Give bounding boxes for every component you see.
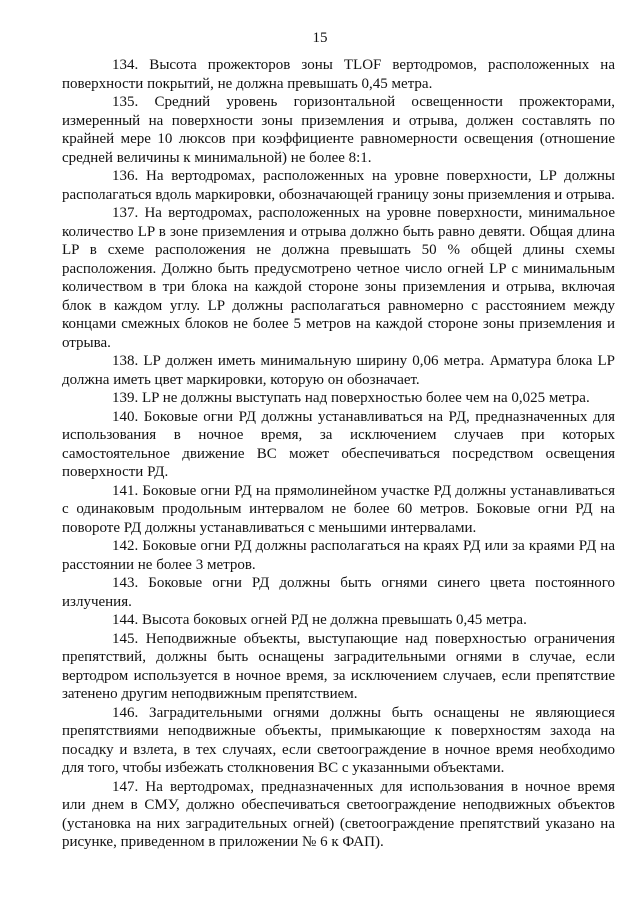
document-body <box>62 56 615 852</box>
paragraph-143: 143. Боковые огни РД должны быть огнями синего цвета постоянного излучения. <box>62 575 615 610</box>
paragraph-135: 135. Средний уровень горизонтальной освещенности прожекторами, измеренный на поверхности зоны приземления и отрыва, должен составлять по крайней мере 10 люксов при коэффициенте равномерности освещения (отношение средней величины к минимальной) не более 8:1. <box>62 94 615 166</box>
paragraph-136: 136. На вертодромах, расположенных на уровне поверхности, LP должны располагаться вдоль маркировки, обозначающей границу зоны приземления и отрыва. <box>62 168 615 203</box>
paragraph-134: 134. Высота прожекторов зоны TLOF вертодромов, расположенных на поверхности покрытий, не должна превышать 0,45 метра. <box>62 57 615 92</box>
paragraph-142: 142. Боковые огни РД должны располагаться на краях РД или за краями РД на расстоянии не более 3 метров. <box>62 538 615 573</box>
paragraph-140: 140. Боковые огни РД должны устанавливаться на РД, предназначенных для использования в ночное время, за исключением случаев при которых самостоятельное движение ВС может обеспечиваться посредством освещения поверхности РД. <box>62 408 615 480</box>
paragraph-145: 145. Неподвижные объекты, выступающие над поверхностью ограничения препятствий, должны быть оснащены заградительными огнями в случае, если вертодром используется в ночное время, за исключением случаев, если препятствие затенено другим неподвижным препятствием. <box>62 630 615 702</box>
paragraph-144: 144. Высота боковых огней РД не должна превышать 0,45 метра. <box>112 612 527 628</box>
paragraph-141: 141. Боковые огни РД на прямолинейном участке РД должны устанавливаться с одинаковым продольным интервалом не более 60 метров. Боковые огни РД на повороте РД должны устанавливаться с меньшими интервалами. <box>62 482 615 536</box>
paragraph-139: 139. LP не должны выступать над поверхностью более чем на 0,025 метра. <box>112 390 590 406</box>
paragraph-147: 147. На вертодромах, предназначенных для использования в ночное время или днем в СМУ, должно обеспечиваться светоограждение неподвижных объектов (установка на них заградительных огней) (светоограждение препятствий указано на рисунке, приведенном в приложении № 6 к ФАП). <box>62 778 615 850</box>
paragraph-146: 146. Заградительными огнями должны быть оснащены не являющиеся препятствиями неподвижные объекты, примыкающие к поверхностям захода на посадку и взлета, в тех случаях, если светоограждение в ночное время необходимо для того, чтобы избежать столкновения ВС с указанными объектами. <box>62 704 615 776</box>
page-number: 15 <box>312 30 328 46</box>
paragraph-138: 138. LP должен иметь минимальную ширину 0,06 метра. Арматура блока LP должна иметь цвет маркировки, которую он обозначает. <box>62 353 615 388</box>
paragraph-137: 137. На вертодромах, расположенных на уровне поверхности, минимальное количество LP в зоне приземления и отрыва должно быть равно девяти. Общая длина LP в схеме расположения не должна превышать 50 % общей длины схемы расположения. Должно быть предусмотрено четное число огней LP с минимальным количеством в три блока на каждой стороне зоны приземления и отрыва, включая блок в каждом углу. LP должны располагаться равномерно с расстоянием между концами смежных блоков не более 5 метров на каждой стороне зоны приземления и отрыва. <box>62 205 615 351</box>
